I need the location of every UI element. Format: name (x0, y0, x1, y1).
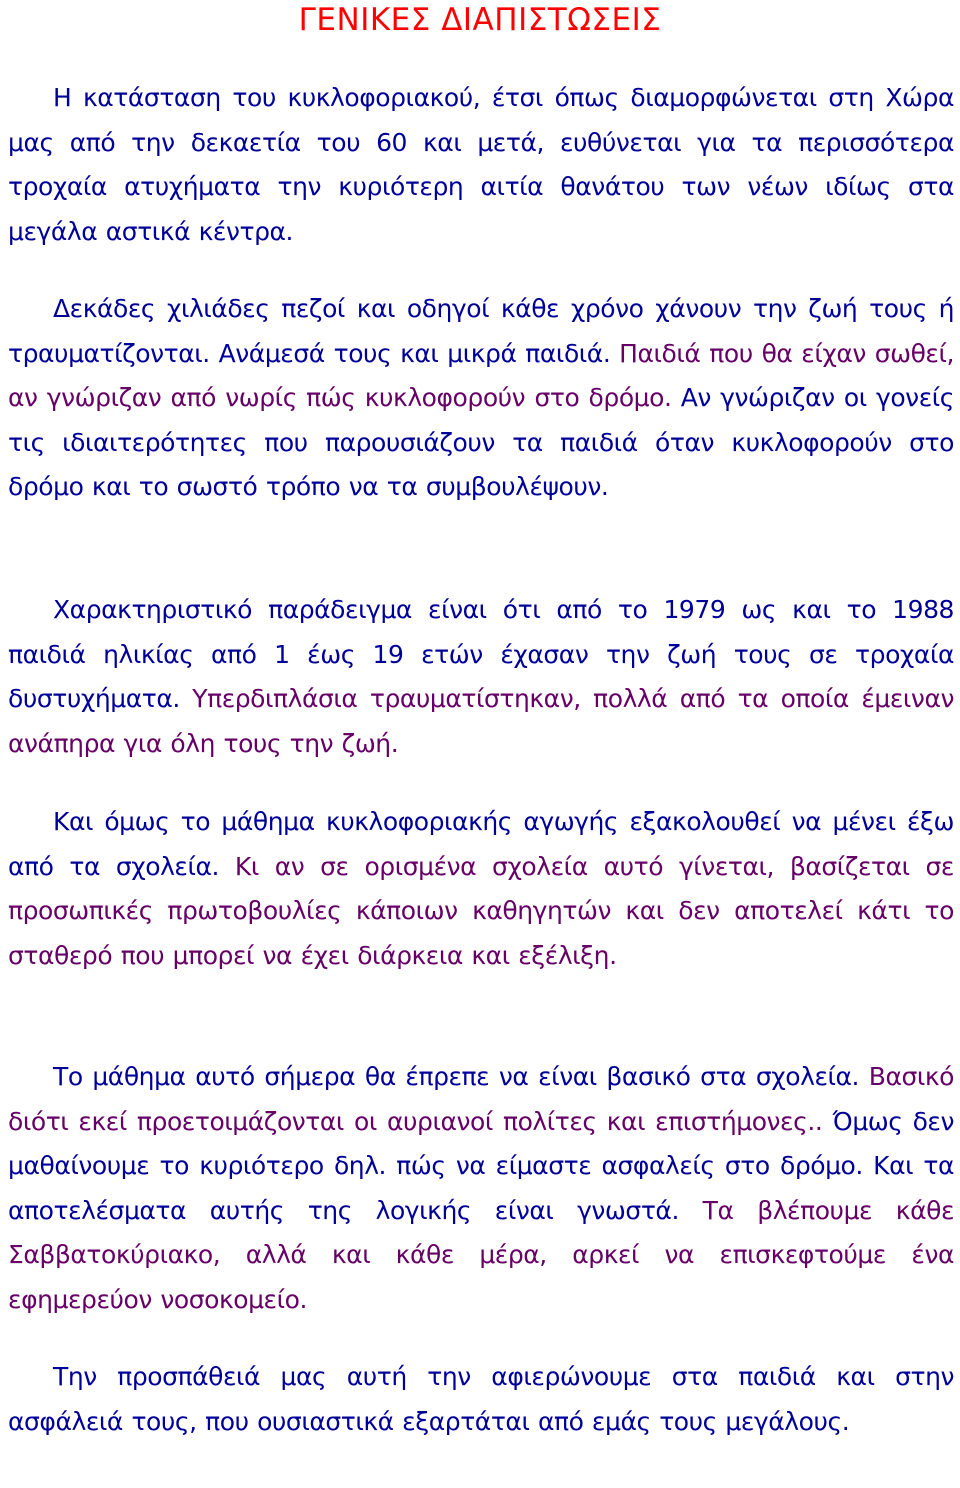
paragraph-basic-lesson (8, 1055, 954, 1322)
sentence-parents: Αν γνώριζαν οι γονείς τις ιδιαιτερότητες που παρουσιάζουν τα παιδιά όταν κυκλοφορούν στο δρόμο και το σωστό τρόπο να τα συμβουλέψουν. (8, 383, 954, 501)
page-title: ΓΕΝΙΚΕΣ ΔΙΑΠΙΣΤΩΣΕΙΣ (298, 2, 662, 38)
sentence-hospital: Τα βλέπουμε κάθε Σαββατοκύριακο, αλλά και κάθε μέρα, αρκεί να επισκεφτούμε ένα εφημερεύον νοσοκομείο. (8, 1195, 955, 1314)
paragraph-text: Την προσπάθειά μας αυτή την αφιερώνουμε στα παιδιά και στην ασφάλειά τους, που ουσιαστικά εξαρτάται από εμάς τους μεγάλους. (8, 1362, 954, 1436)
sentence-children-saved: Παιδιά που θα είχαν σωθεί, αν γνώριζαν από νωρίς πώς κυκλοφορούν στο δρόμο. (8, 338, 955, 412)
paragraph-dedication (8, 1355, 954, 1444)
sentence-injured: Υπερδιπλάσια τραυματίστηκαν, πολλά από τα οποία έμειναν ανάπηρα για όλη τους την ζωή. (8, 684, 954, 758)
sentence-safety: Όμως δεν μαθαίνουμε το κυριότερο δηλ. πώς να είμαστε ασφαλείς στο δρόμο. Και τα αποτελέσματα αυτής της λογικής είναι γνωστά. (8, 1106, 955, 1225)
sentence-future-citizens: Βασικό διότι εκεί προετοιμάζονται οι αυριανοί πολίτες και επιστήμονες.. (8, 1062, 955, 1136)
paragraph-casualties (8, 287, 954, 510)
sentence-example: Χαρακτηριστικό παράδειγμα είναι ότι από το 1979 ως και το 1988 παιδιά ηλικίας από 1 έως 19 ετών έχασαν την ζωή τους σε τροχαία δυστυχήματα. (8, 595, 954, 713)
sentence-initiatives: Κι αν σε ορισμένα σχολεία αυτό γίνεται, βασίζεται σε προσωπικές πρωτοβουλίες κάποιων καθηγητών και δεν αποτελεί κάτι το σταθερό που μπορεί να έχει διάρκεια και εξέλιξη. (8, 851, 954, 970)
paragraph-lesson-outside-school (8, 800, 954, 978)
paragraph-text: Η κατάσταση του κυκλοφοριακού, έτσι όπως διαμορφώνεται στη Χώρα μας από την δεκαετία του 60 και μετά, ευθύνεται για τα περισσότερα τροχαία ατυχήματα την κυριότερη αιτία θανάτου των νέων ιδίως στα μεγάλα αστικά κέντρα. (8, 83, 954, 246)
paragraph-traffic-situation (8, 76, 954, 254)
sentence-lesson-outside: Και όμως το μάθημα κυκλοφοριακής αγωγής εξακολουθεί να μένει έξω από τα σχολεία. (8, 807, 954, 881)
sentence-basic-lesson: Το μάθημα αυτό σήμερα θα έπρεπε να είναι βασικό στα σχολεία. (53, 1062, 860, 1091)
sentence-casualties: Δεκάδες χιλιάδες πεζοί και οδηγοί κάθε χρόνο χάνουν την ζωή τους ή τραυματίζονται. Ανάμεσά τους και μικρά παιδιά. (8, 294, 954, 368)
paragraph-statistics (8, 588, 954, 766)
